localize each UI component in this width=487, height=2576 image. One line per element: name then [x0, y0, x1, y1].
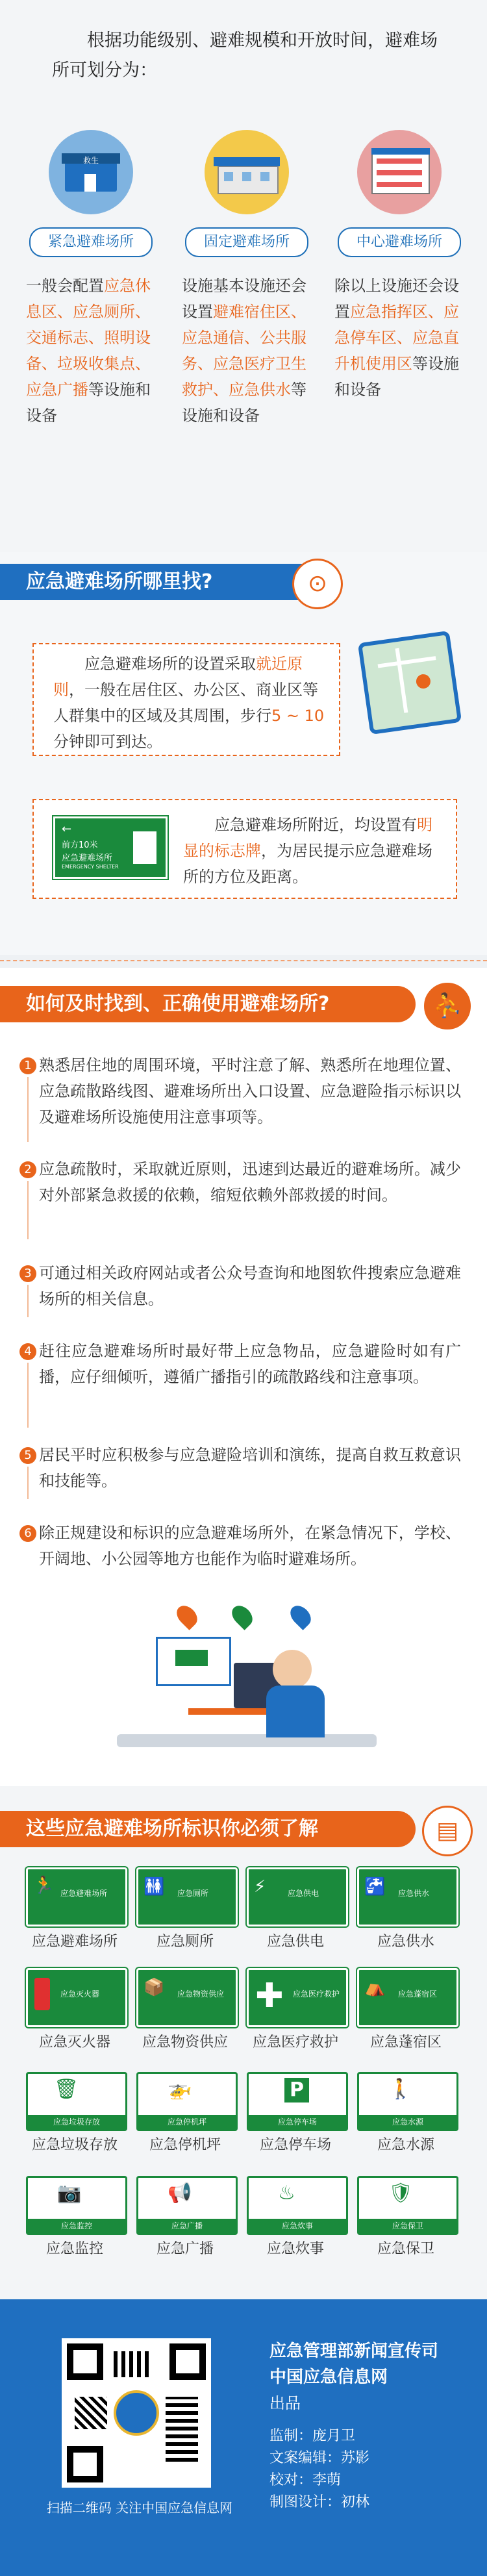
where-to-find-section [0, 552, 487, 955]
sign-label: 应急物资供应 [142, 2034, 228, 2051]
intro-text: 根据功能级别、避难规模和开放时间，避难场所可划分为： [52, 31, 438, 81]
sign-label: 应急水源 [377, 2137, 434, 2153]
building-icon: 救生 [49, 130, 133, 214]
section-header [0, 552, 487, 611]
running-person-icon [133, 831, 156, 864]
sign-label: 应急保卫 [377, 2241, 434, 2257]
divider [0, 960, 487, 964]
sign-supplies: 📦 应急物资供应 [136, 1968, 238, 2027]
sign-label: 应急广播 [156, 2241, 214, 2257]
section-title: 如何及时找到、正确使用避难场所? [26, 992, 330, 1015]
category-label: 中心避难场所 [338, 227, 461, 257]
direction-sign: ← 前方10米 应急避难场所 EMERGENCY SHELTER [53, 816, 168, 879]
section-title: 应急避难场所哪里找? [26, 570, 213, 593]
org-name: 应急管理部新闻宣传司 [269, 2342, 439, 2361]
proximity-info-box: 应急避难场所的设置采取就近原则，一般在居住区、办公区、商业区等人群集中的区域及其周围，步行5 ~ 10分钟即可到达。 [32, 643, 340, 756]
sign-label: 应急停车场 [259, 2137, 331, 2153]
sign-label: 应急炊事 [266, 2241, 324, 2257]
sign-label: 应急避难场所 [31, 1934, 118, 1950]
sign-medical: ✚ 应急医疗救护 [247, 1968, 348, 2027]
sign-label: 应急厕所 [156, 1934, 214, 1950]
multi-storey-building-icon [357, 130, 442, 214]
sign-label: 应急垃圾存放 [31, 2137, 118, 2153]
sign-helipad: 🚁 应急停机坪 [136, 2072, 238, 2131]
sign-emergency-water: 🚰 应急供水 [357, 1867, 458, 1926]
sign-label: 应急医疗救护 [252, 2034, 338, 2051]
category-emergency [26, 130, 156, 429]
list-item: 3 可通过相关政府网站或者公众号查询和地图软件搜索应急避难场所的相关信息。 [39, 1260, 461, 1312]
list-item: 1 熟悉居住地的周围环境，平时注意了解、熟悉所在地理位置、应急疏散路线图、避难场所出入口设置、应急避险指示标识以及避难场所设施使用注意事项等。 [39, 1052, 461, 1130]
person-at-computer-illustration [117, 1611, 377, 1760]
list-item: 6 除正规建设和标识的应急避难场所外，在紧急情况下，学校、开阔地、小公园等地方也能作为临时避难场所。 [39, 1520, 461, 1572]
list-item: 2 应急疏散时，采取就近原则，迅速到达最近的避难场所。减少对外部紧急救援的依赖，缩短依赖外部救援的时间。 [39, 1156, 461, 1208]
sign-emergency-toilet: 🚻 应急厕所 [136, 1867, 238, 1926]
category-desc: 一般会配置应急休息区、应急厕所、交通标志、照明设备、垃圾收集点、应急广播等设施和设备 [26, 277, 151, 425]
credit-line: 监制：庞月卫 [269, 2428, 356, 2444]
sign-cooking: ♨ 应急炊事 [247, 2176, 348, 2235]
how-to-use-section [0, 968, 487, 1799]
sign-emergency-power: ⚡ 应急供电 [247, 1867, 348, 1926]
shelter-types-section [0, 0, 487, 552]
sign-monitoring: 📷 应急监控 [26, 2176, 127, 2235]
category-fixed [182, 130, 312, 429]
map-icon [358, 631, 462, 735]
sign-info-box: ← 前方10米 应急避难场所 EMERGENCY SHELTER 应急避难场所附近，均设置有明显的标志牌，为居民提示应急避难场所的方位及距离。 [32, 799, 457, 899]
sign-label: 应急供电 [266, 1934, 324, 1950]
list-item: 4 赶往应急避难场所时最好带上应急物品，应急避险时如有广播，应仔细倾听，遵循广播指引的疏散路线和注意事项。 [39, 1338, 461, 1390]
shelter-building-icon [205, 130, 289, 214]
qr-caption: 扫描二维码 关注中国应急信息网 [46, 2500, 233, 2516]
sign-fire-extinguisher: 应急灭火器 [26, 1968, 127, 2027]
sign-security: 🛡 应急保卫 [357, 2176, 458, 2235]
sign-emergency-shelter: 🏃 应急避难场所 [26, 1867, 127, 1926]
sign-water-source: 🚶 应急水源 [357, 2072, 458, 2131]
document-icon: ▤ [422, 1806, 473, 1856]
location-pin-icon: ⊙ [292, 559, 343, 609]
qr-code[interactable] [62, 2338, 211, 2488]
credit-line: 校对：李萌 [269, 2472, 342, 2488]
sign-parking: P 应急停车场 [247, 2072, 348, 2131]
category-label: 紧急避难场所 [29, 227, 153, 257]
sign-tent-area: ⛺ 应急蓬宿区 [357, 1968, 458, 2027]
org-name: 中国应急信息网 [269, 2368, 388, 2387]
sign-broadcast: 📢 应急广播 [136, 2176, 238, 2235]
section-title: 这些应急避难场所标识你必须了解 [26, 1817, 318, 1840]
section-header [0, 974, 487, 1033]
category-label: 固定避难场所 [185, 227, 308, 257]
section-header [0, 1799, 487, 1858]
sign-label: 应急监控 [45, 2241, 103, 2257]
sign-label: 应急蓬宿区 [369, 2034, 442, 2051]
footer [0, 2299, 487, 2576]
sign-label: 应急灭火器 [38, 2034, 110, 2051]
category-desc: 除以上设施还会设置应急指挥区、应急停车区、应急直升机使用区等设施和设备 [334, 277, 459, 399]
category-central [334, 130, 464, 403]
sign-garbage: 🗑 应急垃圾存放 [26, 2072, 127, 2131]
credits [269, 2338, 464, 2514]
emblem-icon [114, 2390, 159, 2436]
sign-label: 应急停机坪 [149, 2137, 221, 2153]
list-item: 5 居民平时应积极参与应急避险培训和演练，提高自救互救意识和技能等。 [39, 1442, 461, 1494]
running-person-icon: ⛹ [422, 981, 473, 1031]
credit-line: 文案编辑：苏影 [269, 2450, 370, 2466]
category-desc: 设施基本设施还会设置避难宿住区、应急通信、公共服务、应急医疗卫生救护、应急供水等设施和设备 [182, 277, 306, 425]
signs-section [0, 1786, 487, 2299]
sign-label: 应急供水 [377, 1934, 434, 1950]
produced-by: 出品 [269, 2394, 301, 2412]
credit-line: 制图设计：初林 [269, 2494, 370, 2510]
